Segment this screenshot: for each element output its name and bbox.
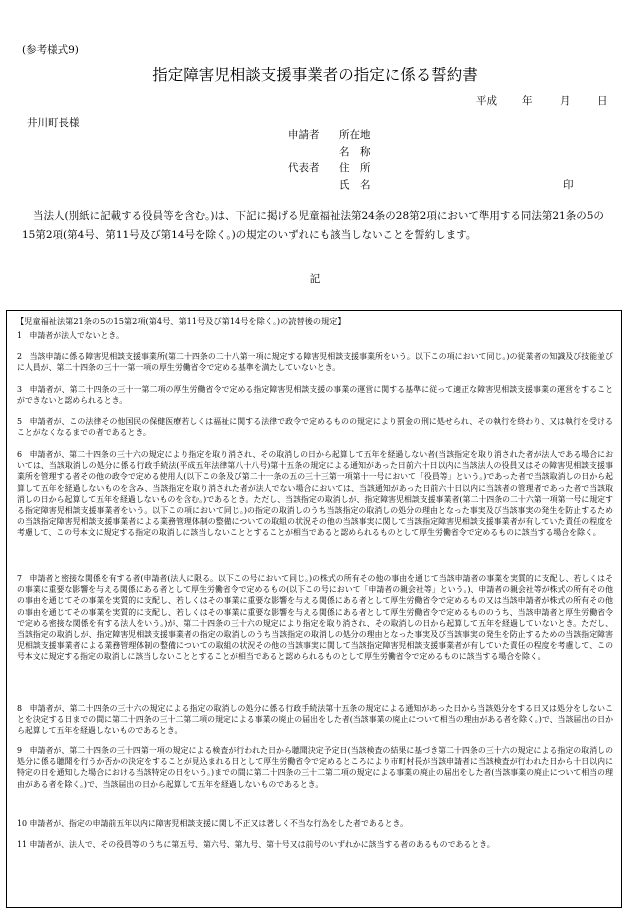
seal-mark: 印 [563,179,574,191]
provision-text: 申請者が、第二十四条の三十六の規定による指定の取消しの処分に係る行政手続法第十五条の規定による通知があった日から当該処分をする日又は処分をしないことを決定する日までの間に第二十四条の三十二第二項の規定による事業の廃止の届出をした者(当該事業の廃止について相当の理由がある者を除く。)で、当該届出の日から起算して五年を経過しないものであるとき。 [17,704,613,736]
provision-number: 8 [17,704,23,713]
ki-heading: 記 [309,273,321,285]
date-year: 年 [522,95,533,107]
provision-number: 1 [17,331,23,340]
name-label: 名 称 [339,146,371,158]
provision-item [17,573,613,663]
provision-number: 9 [17,746,23,755]
provision-text: 申請者が、第二十四条の三十六の規定により指定を取り消され、その取消しの日から起算して五年を経過しない者(当該指定を取り消された者が法人である場合においては、当該取消しの処分に係る行政手続法(平成五年法律第八十八号)第十五条の規定による通知があった日前六十日以内に当該法人の役員又はその障害児相談支援事業所を管理する者その他の政令で定める使用人(以下この条及び第二十一条の五の三十三第一項第十一号において「役員等」という。)であった者で当該取消しの日から起算して五年を経過しないものを含み、当該指定を取り消された者が法人でない場合においては、当該通知があった日前六十日以内に当該者の管理者であった者で当該取消しの日から起算して五年を経過しないものを含む。)であるとき。ただし、当該指定の取消しが、指定障害児相談支援事業者(第二十四条の二十六第一項第一号に規定する指定障害児相談支援事業者をいう。以下この項において同じ。)の指定の取消しのうち当該指定の取消しの処分の理由となった事実及び当該事実の発生を防止するための当該指定障害児相談支援事業者による業務管理体制の整備についての取組の状況その他の当該事実に関して当該指定障害児相談支援事業者が有していた責任の程度を考慮して、この号本文に規定する指定の取消しに該当しないこととすることが相当であると認められるものとして厚生労働省令で定めるものに該当する場合を除く。 [17,450,613,538]
address-label: 住 所 [339,162,371,174]
provision-item [17,384,613,406]
provision-text: 申請者が、第二十四条の三十四第一項の規定による検査が行われた日から聴聞決定予定日(当該検査の結果に基づき第二十四条の三十六の規定による指定の取消しの処分に係る聴聞を行うか否かの決定をすることが見込まれる日として厚生労働省令で定めるところにより市町村長が当該申請者に当該検査が行われた日から十日以内に特定の日を通知した場合における当該特定の日をいう。)までの間に第二十四条の三十二第二項の規定による事業の廃止の届出をした者(当該事業の廃止について相当の理由がある者を除く。)で、当該届出の日から起算して五年を経過しないものであるとき。 [17,746,613,789]
date-day: 日 [597,95,608,107]
provision-text: 申請者が法人でないとき。 [29,331,124,340]
applicant-role: 申請者 [288,129,320,141]
provision-text: 申請者と密接な関係を有する者(申請者(法人に限る。以下この号において同じ。)の株式の所有その他の事由を通じて当該申請者の事業を実質的に支配し、若しくはその事業に重要な影響を与える関係にある者として厚生労働省令で定めるもの(以下この号において「申請者の親会社等」という。)、申請者の親会社等が株式の所有その他の事由を通じてその事業を実質的に支配し、若しくはその事業に重要な影響を与える関係にある者として厚生労働省令で定めるもの又は当該申請者が株式の所有その他の事由を通じてその事業を実質的に支配し、若しくはその事業に重要な影響を与える関係にある者として厚生労働省令で定めるもののうち、当該申請者と厚生労働省令で定める密接な関係を有する法人をいう。)が、第二十四条の三十六の規定により指定を取り消され、その取消しの日から起算して五年を経過していないとき。ただし、当該指定の取消しが、指定障害児相談支援事業者の指定の取消しのうち当該指定の取消しの処分の理由となった事実及び当該事実の発生を防止するための当該指定障害児相談支援事業者による業務管理体制の整備についての取組の状況その他の当該事実に関して当該指定障害児相談支援事業者が有していた責任の程度を考慮して、この号本文に規定する指定の取消しに該当しないこととすることが相当であると認められるものとして厚生労働省令で定めるものに該当する場合を除く。 [17,574,613,662]
addressee: 井川町長様 [27,117,80,129]
provision-text: 申請者が、指定の申請前五年以内に障害児相談支援に関し不正又は著しく不当な行為をした者であるとき。 [29,819,408,828]
provision-number: 10 [17,819,28,828]
provision-item [17,745,613,790]
location-label: 所在地 [339,129,371,141]
provision-item [17,818,613,829]
person-name-label: 氏 名 [339,179,371,191]
provision-item [17,449,613,539]
provision-item [17,839,613,850]
provision-text: 申請者が、第二十四条の三十一第二項の厚生労働省令で定める指定障害児相談支援の事業の運営に関する基準に従って適正な障害児相談支援事業の運営をすることができないと認められるとき。 [17,385,613,406]
date-month: 月 [560,95,571,107]
provisions-heading: 【児童福祉法第21条の5の15第2項(第4号、第11号及び第14号を除く。)の読替後の規定】 [16,316,346,326]
form-label: (参考様式9) [22,44,79,56]
date-era: 平成 [476,95,497,107]
representative-role: 代表者 [288,162,320,174]
provision-number: 11 [17,840,28,849]
document-title: 指定障害児相談支援事業者の指定に係る誓約書 [152,66,478,84]
provision-number: 6 [17,450,23,459]
pledge-text: 当法人(別紙に記載する役員等を含む。)は、下記に掲げる児童福祉法第24条の28第2項において準用する同法第21条の5の15第2項(第4号、第11号及び第14号を除く。)の規定のいずれにも該当しないことを誓約します。 [22,210,604,241]
provision-text: 申請者が、法人で、その役員等のうちに第五号、第六号、第九号、第十号又は前号のいずれかに該当する者のあるものであるとき。 [29,840,495,849]
provision-item [17,330,613,341]
provision-item [17,703,613,737]
provision-item [17,416,613,438]
provision-number: 3 [17,385,23,394]
provision-number: 7 [17,574,23,583]
provision-number: 2 [17,352,23,361]
provisions-box [6,310,622,908]
provision-text: 申請者が、この法律その他国民の保健医療若しくは福祉に関する法律で政令で定めるものの規定により罰金の刑に処せられ、その執行を終わり、又は執行を受けることがなくなるまでの者であるとき。 [17,417,613,438]
provision-item [17,351,613,373]
provision-text: 当該申請に係る障害児相談支援事業所(第二十四条の二十八第一項に規定する障害児相談支援事業所をいう。以下この項において同じ。)の従業者の知識及び技能並びに人員が、第二十四条の三十一第一項の厚生労働省令で定める基準を満たしていないとき。 [17,352,614,373]
provision-number: 5 [17,417,23,426]
